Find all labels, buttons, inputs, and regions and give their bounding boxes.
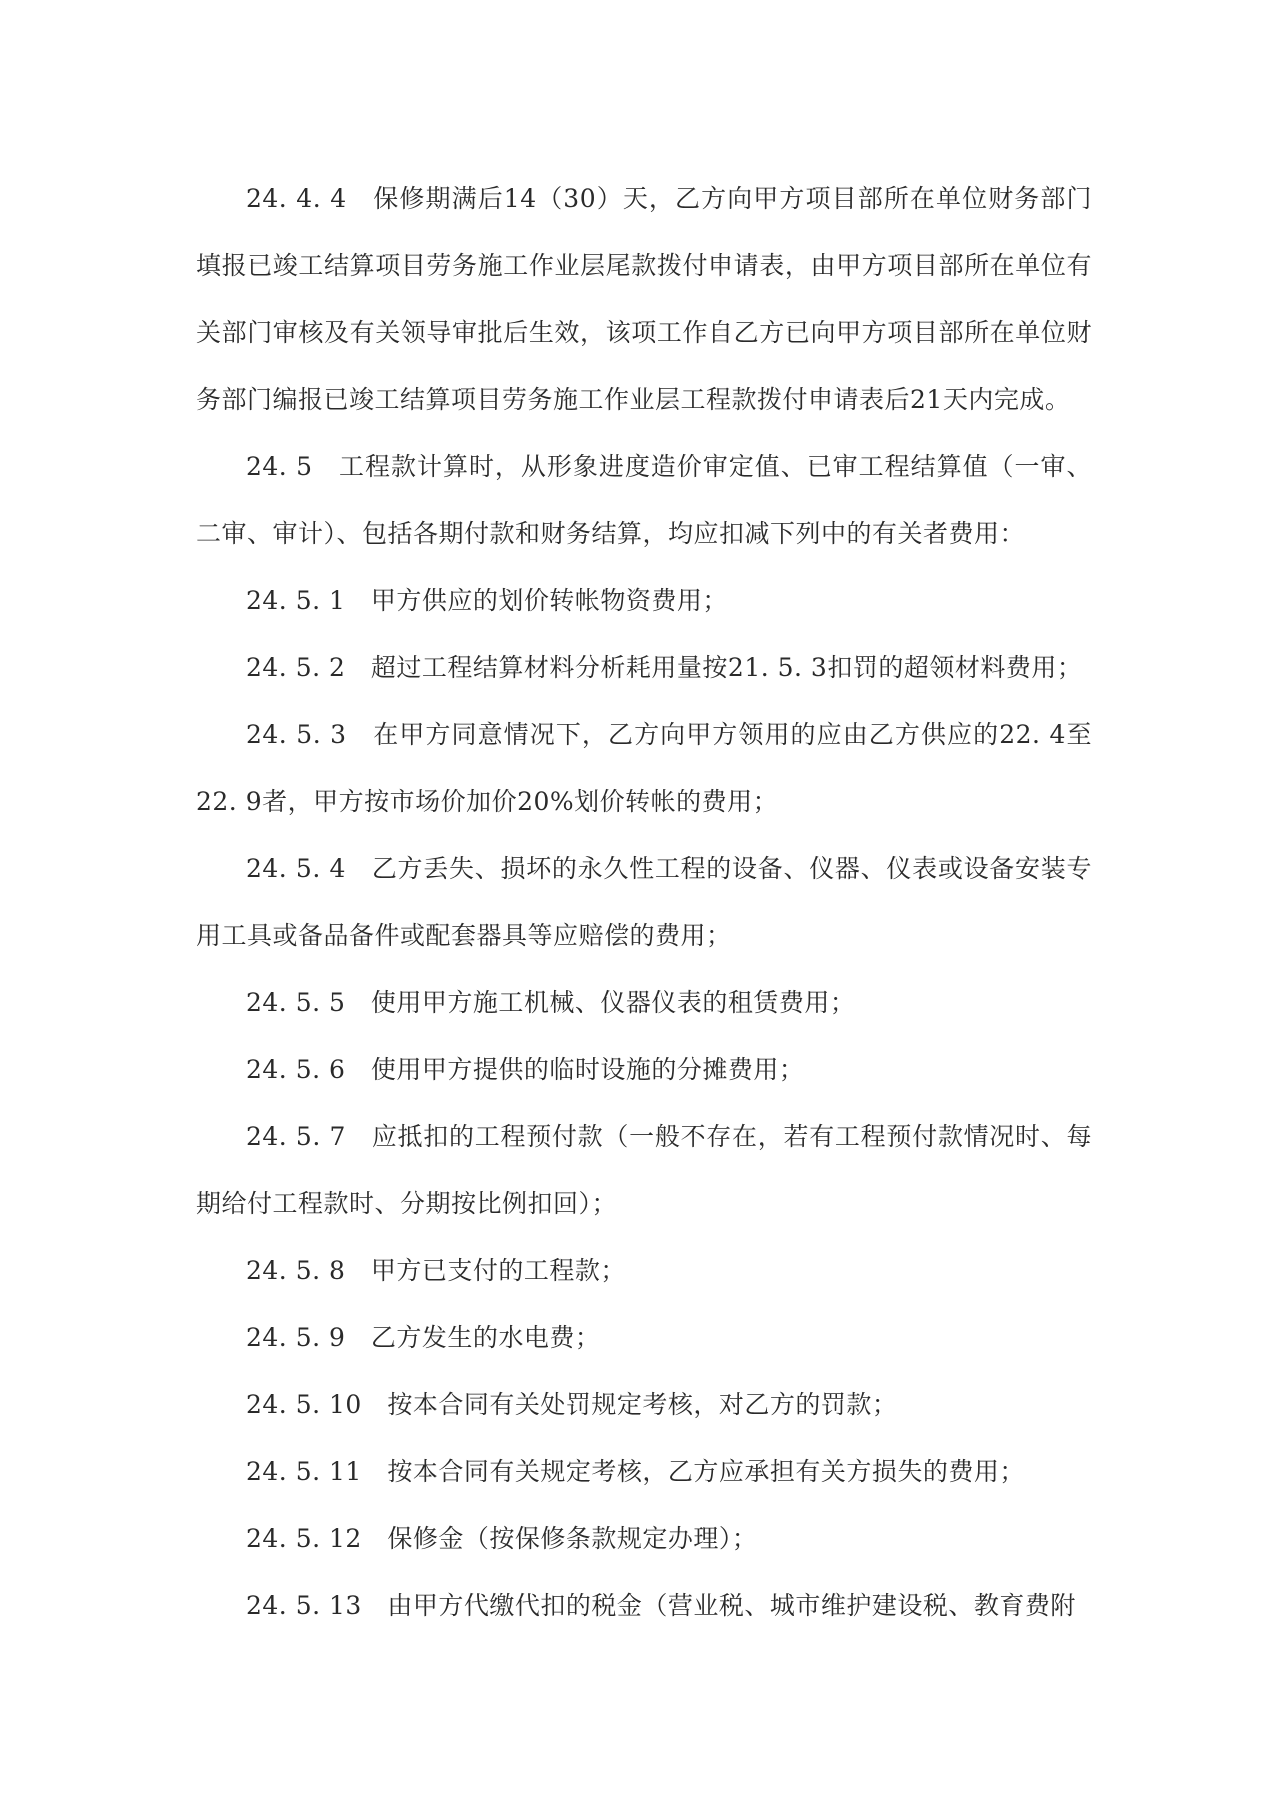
clause-24-5-5: 24. 5. 5 使用甲方施工机械、仪器仪表的租赁费用； [246,988,856,1017]
clause-24-5-13: 24. 5. 13 由甲方代缴代扣的税金（营业税、城市维护建设税、教育费附 [246,1591,1076,1620]
clause-24-5-9: 24. 5. 9 乙方发生的水电费； [246,1323,601,1352]
clause-24-5-3: 24. 5. 3 在甲方同意情况下，乙方向甲方领用的应由乙方供应的22. 4至22. 9者，甲方按市场价加价20%划价转帐的费用； [196,720,1092,816]
clause-24-5-11: 24. 5. 11 按本合同有关规定考核，乙方应承担有关方损失的费用； [246,1457,1025,1486]
clause-24-5-1: 24. 5. 1 甲方供应的划价转帐物资费用； [246,586,728,615]
clause-24-5-12: 24. 5. 12 保修金（按保修条款规定办理）； [246,1524,758,1553]
clause-24-5: 24. 5 工程款计算时，从形象进度造价审定值、已审工程结算值（一审、二审、审计）、包括各期付款和财务结算，均应扣减下列中的有关者费用： [196,452,1092,548]
clause-24-5-6: 24. 5. 6 使用甲方提供的临时设施的分摊费用； [246,1055,805,1084]
clause-24-5-7: 24. 5. 7 应抵扣的工程预付款（一般不存在，若有工程预付款情况时、每期给付工程款时、分期按比例扣回）； [196,1122,1092,1218]
clause-24-5-8: 24. 5. 8 甲方已支付的工程款； [246,1256,626,1285]
document-body [196,165,1092,1639]
clause-24-4-4: 24. 4. 4 保修期满后14（30）天，乙方向甲方项目部所在单位财务部门填报已竣工结算项目劳务施工作业层尾款拨付申请表，由甲方项目部所在单位有关部门审核及有关领导审批后生效，该项工作自乙方已向甲方项目部所在单位财务部门编报已竣工结算项目劳务施工作业层工程款拨付申请表后21天内完成。 [196,184,1092,414]
clause-24-5-10: 24. 5. 10 按本合同有关处罚规定考核，对乙方的罚款； [246,1390,898,1419]
clause-24-5-4: 24. 5. 4 乙方丢失、损坏的永久性工程的设备、仪器、仪表或设备安装专用工具或备品备件或配套器具等应赔偿的费用； [196,854,1092,950]
clause-24-5-2: 24. 5. 2 超过工程结算材料分析耗用量按21. 5. 3扣罚的超领材料费用； [246,653,1083,682]
